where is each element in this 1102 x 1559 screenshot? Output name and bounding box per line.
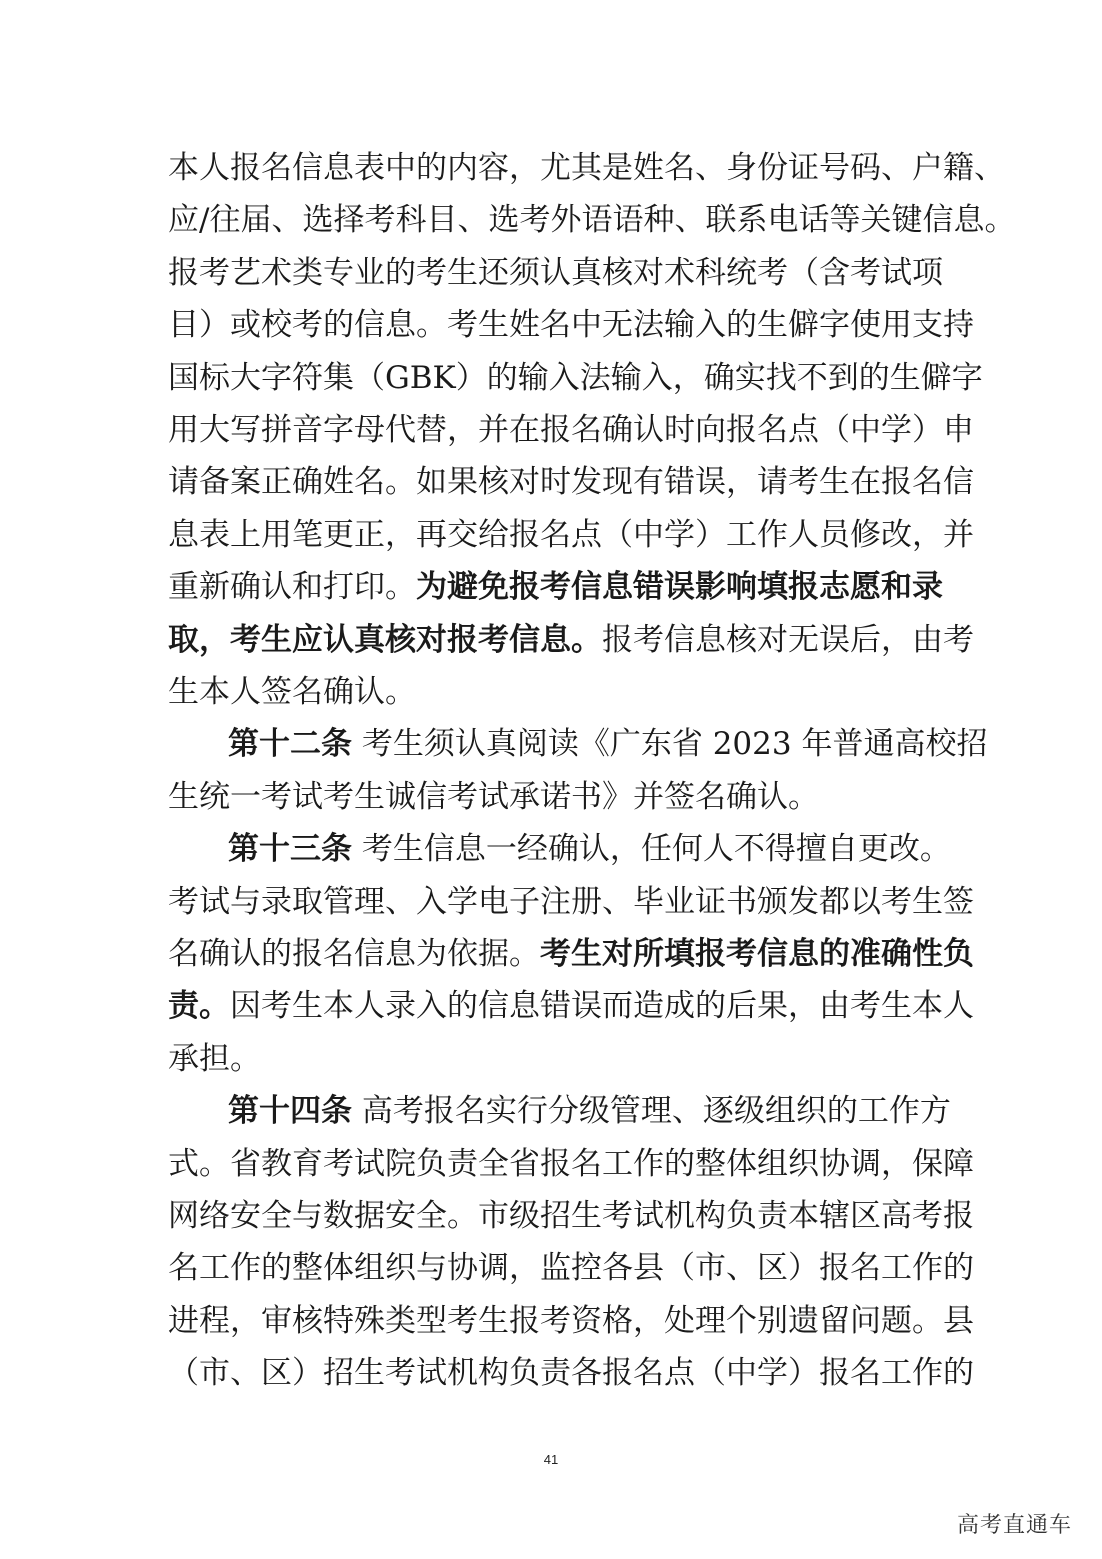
text-line: [168, 456, 974, 508]
text-segment: 请备案正确姓名。如果核对时发现有错误，请考生在报名信: [168, 464, 974, 501]
text-line: [168, 509, 974, 561]
text-segment: 名工作的整体组织与协调，监控各县（市、区）报名工作的: [168, 1250, 974, 1287]
bold-text-segment: 第十三条: [228, 831, 352, 868]
page-number: 41: [543, 1452, 559, 1467]
watermark: 高考直通车: [956, 1513, 1072, 1538]
text-line: [168, 561, 943, 613]
text-line: [168, 876, 974, 928]
bold-text-segment: 第十四条: [228, 1093, 352, 1130]
bold-text-segment: 为避免报考信息错误影响填报志愿和录: [416, 569, 943, 606]
text-line: [168, 771, 936, 823]
text-segment: 用大写拼音字母代替，并在报名确认时向报名点（中学）申: [168, 412, 974, 448]
text-segment: 式。省教育考试院负责全省报名工作的整体组织协调，保障: [168, 1145, 974, 1182]
text-segment: 高考报名实行分级管理、逐级组织的工作方: [352, 1093, 951, 1130]
text-segment: 目）或校考的信息。考生姓名中无法输入的生僻字使用支持: [168, 307, 974, 344]
text-segment: 网络安全与数据安全。市级招生考试机构负责本辖区高考报: [168, 1198, 974, 1234]
bold-text-segment: 第十二条: [228, 726, 352, 763]
text-line: [168, 928, 974, 980]
bold-text-segment: 责。: [168, 988, 230, 1025]
text-line: [228, 823, 951, 875]
text-line: [168, 1347, 974, 1399]
text-segment: 国标大字符集（GBK）的输入法输入，确实找不到的生僻字: [168, 359, 983, 396]
bold-text-segment: 考生对所填报考信息的准确性负: [540, 936, 974, 972]
text-line: [228, 718, 988, 770]
text-line: [168, 142, 1005, 194]
text-line: [168, 404, 974, 456]
text-segment: 因考生本人录入的信息错误而造成的后果，由考生本人: [230, 988, 974, 1025]
text-line: [168, 1295, 974, 1347]
text-line: [168, 666, 936, 718]
text-segment: 名确认的报名信息为依据。: [168, 936, 540, 972]
text-line: [168, 614, 974, 666]
text-line: [168, 1033, 936, 1085]
bold-text-segment: 取，考生应认真核对报考信息。: [168, 621, 602, 658]
text-segment: 重新确认和打印。: [168, 569, 416, 606]
text-segment: （市、区）招生考试机构负责各报名点（中学）报名工作的: [168, 1355, 974, 1392]
text-segment: 本人报名信息表中的内容，尤其是姓名、身份证号码、户籍、: [168, 150, 1005, 186]
text-line: [168, 1242, 974, 1294]
text-line: [168, 352, 983, 404]
text-line: [168, 247, 943, 299]
text-segment: 考试与录取管理、入学电子注册、毕业证书颁发都以考生签: [168, 883, 974, 920]
text-segment: 应/往届、选择考科目、选考外语语种、联系电话等关键信息。: [168, 202, 1016, 239]
text-line: [168, 194, 1016, 246]
text-segment: 考生须认真阅读《广东省 2023 年普通高校招: [352, 726, 988, 763]
text-segment: 生统一考试考生诚信考试承诺书》并签名确认。: [168, 778, 819, 815]
text-line: [168, 980, 974, 1032]
text-segment: 进程，审核特殊类型考生报考资格，处理个别遗留问题。县: [168, 1302, 974, 1339]
text-segment: 息表上用笔更正，再交给报名点（中学）工作人员修改，并: [168, 516, 974, 553]
text-segment: 报考信息核对无误后，由考: [602, 621, 974, 658]
text-segment: 报考艺术类专业的考生还须认真核对术科统考（含考试项: [168, 254, 943, 291]
text-segment: 考生信息一经确认，任何人不得擅自更改。: [352, 831, 951, 868]
text-segment: 承担。: [168, 1040, 261, 1077]
text-segment: 生本人签名确认。: [168, 674, 416, 710]
text-line: [168, 299, 974, 351]
text-line: [168, 1138, 974, 1190]
text-line: [228, 1085, 951, 1137]
text-line: [168, 1190, 974, 1242]
